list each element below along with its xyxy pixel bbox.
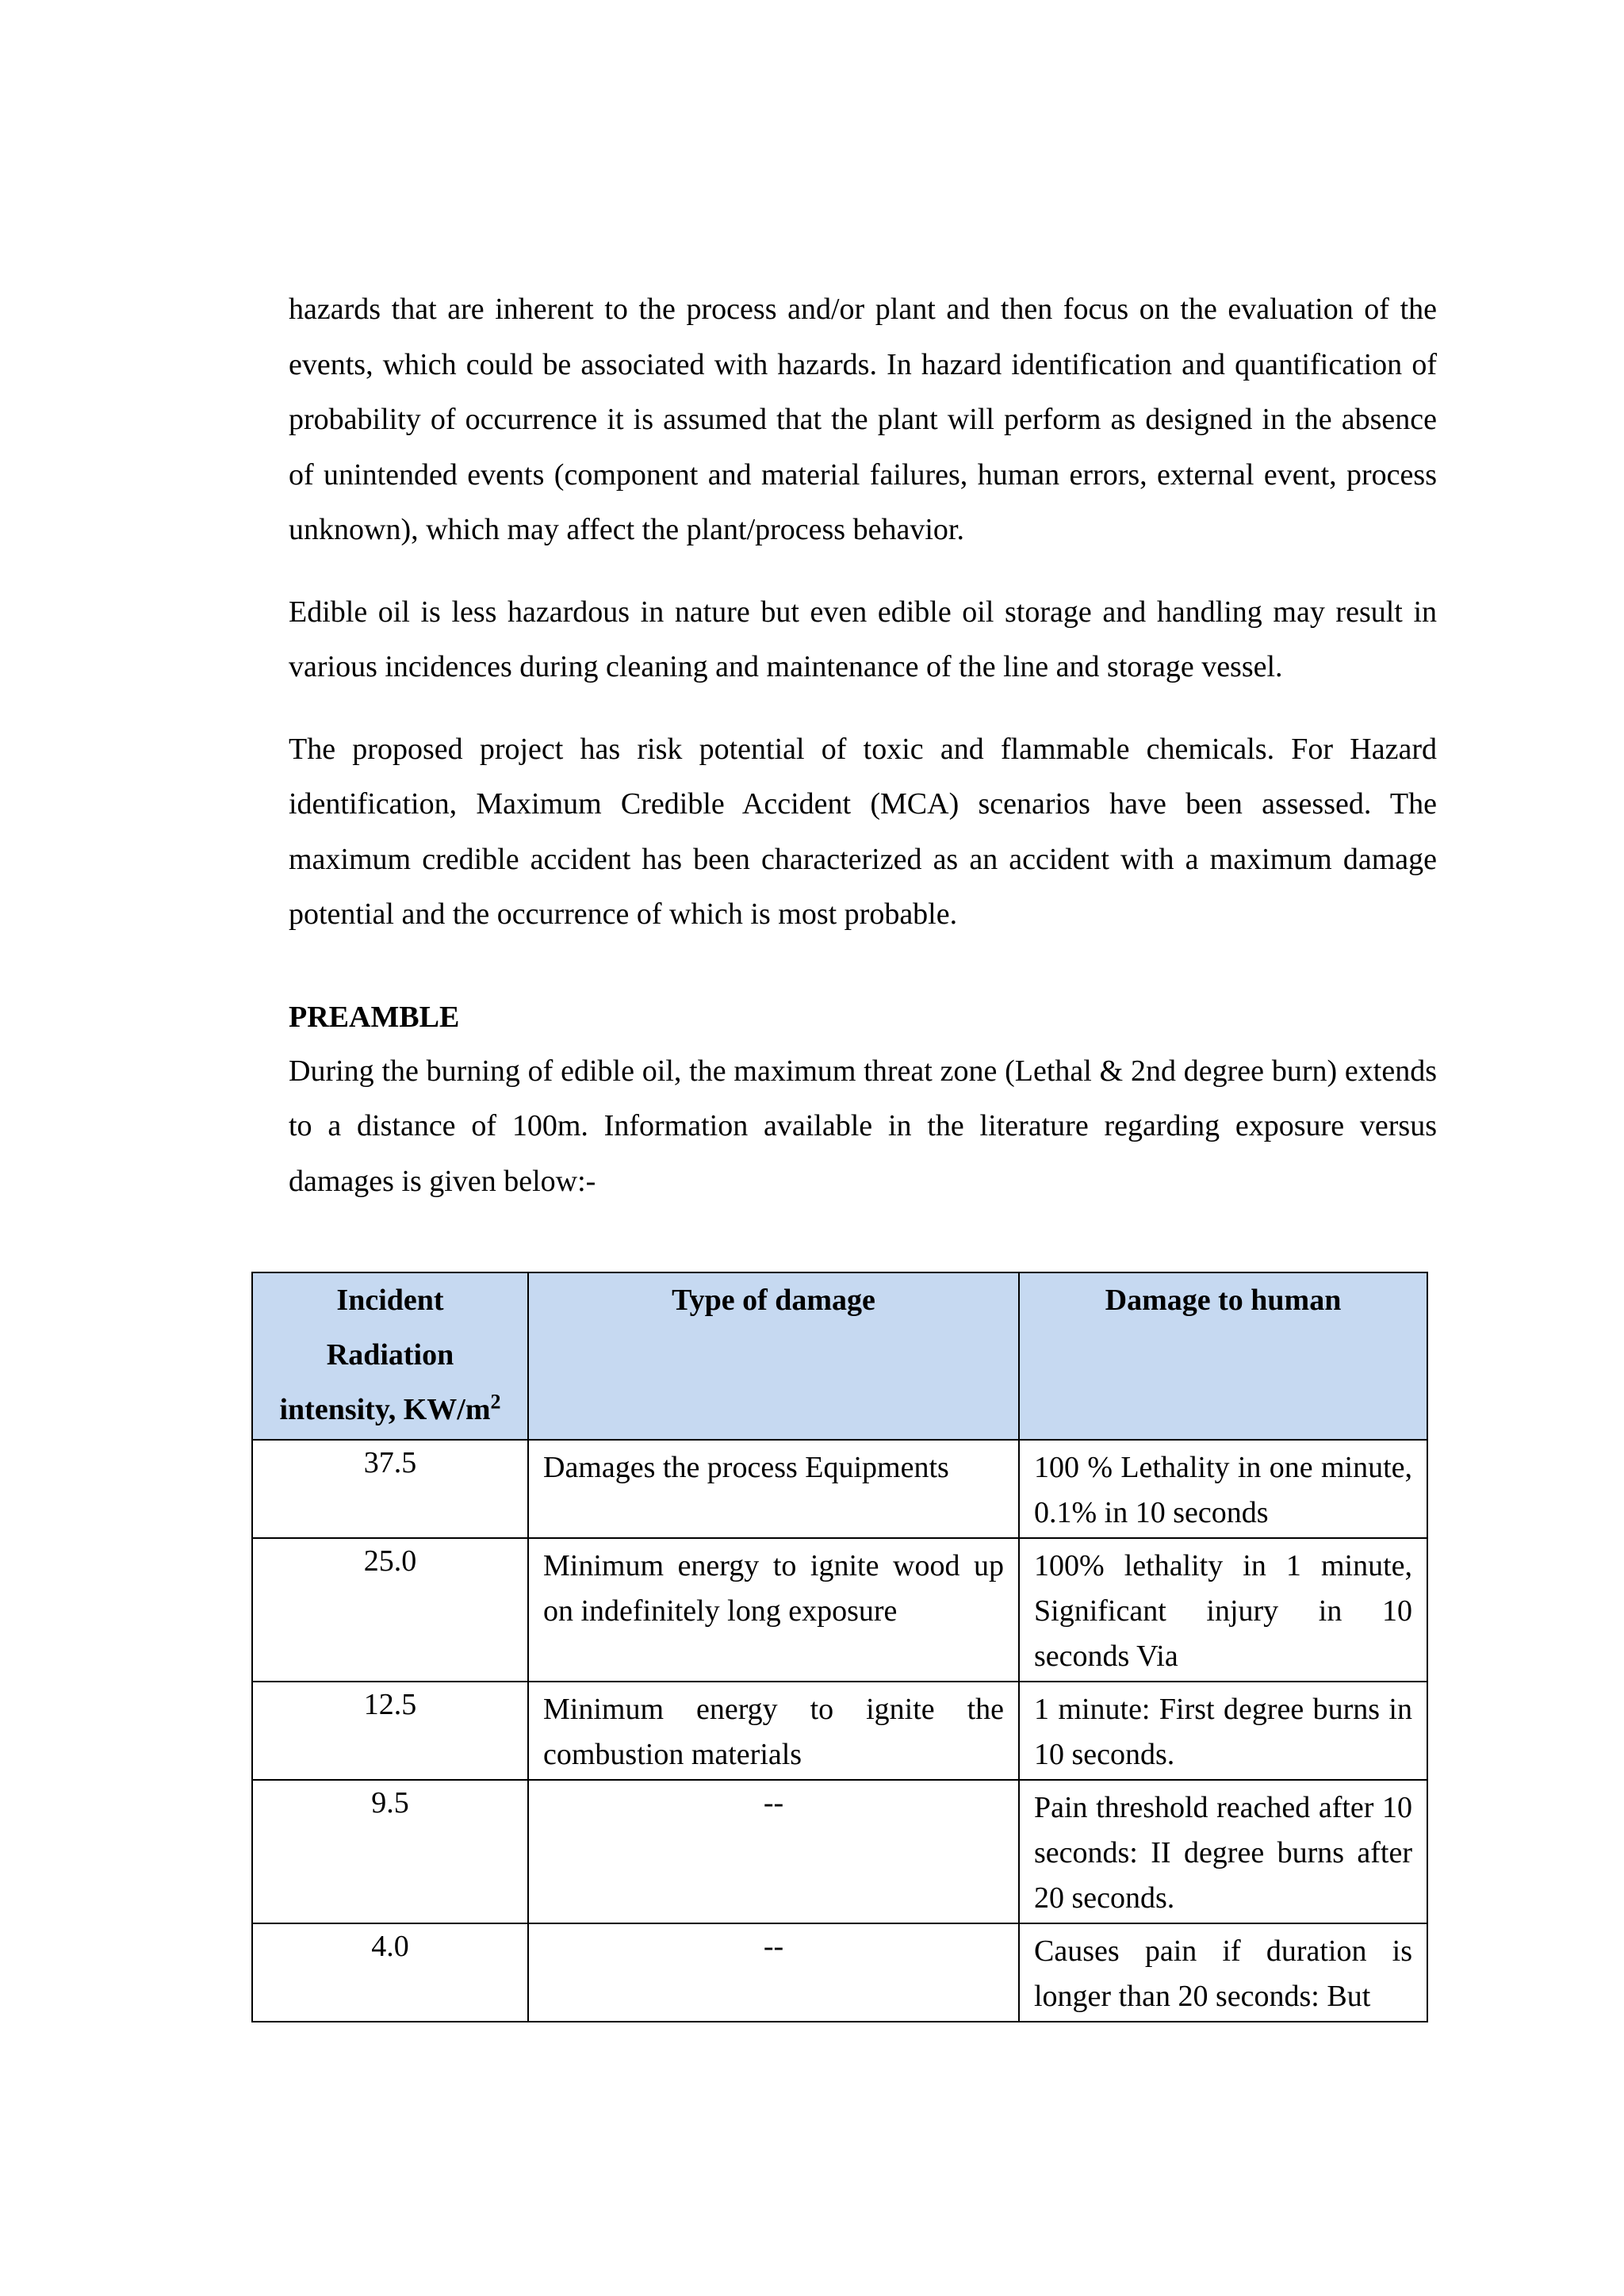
cell-damage-human: Pain threshold reached after 10 seconds: II degree burns after 20 seconds. xyxy=(1019,1780,1427,1923)
table-row xyxy=(252,1682,1427,1780)
page-body xyxy=(289,282,1437,1209)
table-row xyxy=(252,1440,1427,1538)
header-col1-superscript: 2 xyxy=(490,1390,501,1414)
cell-damage-human: 100 % Lethality in one minute, 0.1% in 10 seconds xyxy=(1019,1440,1427,1538)
cell-intensity: 12.5 xyxy=(252,1682,528,1780)
cell-intensity: 25.0 xyxy=(252,1538,528,1682)
paragraph-mca: The proposed project has risk potential of toxic and flammable chemicals. For Hazard identification, Maximum Credible Accident (MCA) scenarios have been assessed. The maximum credible accident has been characterized as an accident with a maximum damage potential and the occurrence of which is most probable. xyxy=(289,732,1437,931)
header-col1-line1: Incident xyxy=(336,1284,444,1317)
cell-damage-human: Causes pain if duration is longer than 20 seconds: But xyxy=(1019,1923,1427,2022)
cell-damage-human: 100% lethality in 1 minute, Significant injury in 10 seconds Via xyxy=(1019,1538,1427,1682)
header-col1-line3: intensity, KW/m xyxy=(279,1393,491,1426)
header-incident-radiation xyxy=(252,1272,528,1440)
cell-intensity: 9.5 xyxy=(252,1780,528,1923)
cell-damage-human: 1 minute: First degree burns in 10 seconds. xyxy=(1019,1682,1427,1780)
header-damage-to-human: Damage to human xyxy=(1019,1272,1427,1440)
table-row xyxy=(252,1538,1427,1682)
cell-damage-type: Minimum energy to ignite the combustion materials xyxy=(528,1682,1019,1780)
header-type-of-damage: Type of damage xyxy=(528,1272,1019,1440)
cell-damage-type: -- xyxy=(528,1780,1019,1923)
radiation-damage-table xyxy=(251,1272,1428,2022)
cell-damage-type: -- xyxy=(528,1923,1019,2022)
paragraph-hazard-evaluation: hazards that are inherent to the process and/or plant and then focus on the evaluation of the events, which could be associated with hazards. In hazard identification and quantification of probability of occurrence it is assumed that the plant will perform as designed in the absence of unintended events (component and material failures, human errors, external event, process unknown), which may affect the plant/process behavior. xyxy=(289,293,1437,546)
table-header-row xyxy=(252,1272,1427,1440)
header-col1-line2: Radiation xyxy=(326,1338,454,1372)
table-row xyxy=(252,1923,1427,2022)
paragraph-preamble: During the burning of edible oil, the maximum threat zone (Lethal & 2nd degree burn) extends to a distance of 100m. Information available in the literature regarding exposure versus damages is given below:- xyxy=(289,1054,1437,1198)
cell-intensity: 37.5 xyxy=(252,1440,528,1538)
paragraph-edible-oil: Edible oil is less hazardous in nature but even edible oil storage and handling may result in various incidences during cleaning and maintenance of the line and storage vessel. xyxy=(289,595,1437,683)
cell-damage-type: Damages the process Equipments xyxy=(528,1440,1019,1538)
preamble-heading: PREAMBLE xyxy=(289,1000,460,1034)
cell-damage-type: Minimum energy to ignite wood up on indefinitely long exposure xyxy=(528,1538,1019,1682)
cell-intensity: 4.0 xyxy=(252,1923,528,2022)
table-row xyxy=(252,1780,1427,1923)
